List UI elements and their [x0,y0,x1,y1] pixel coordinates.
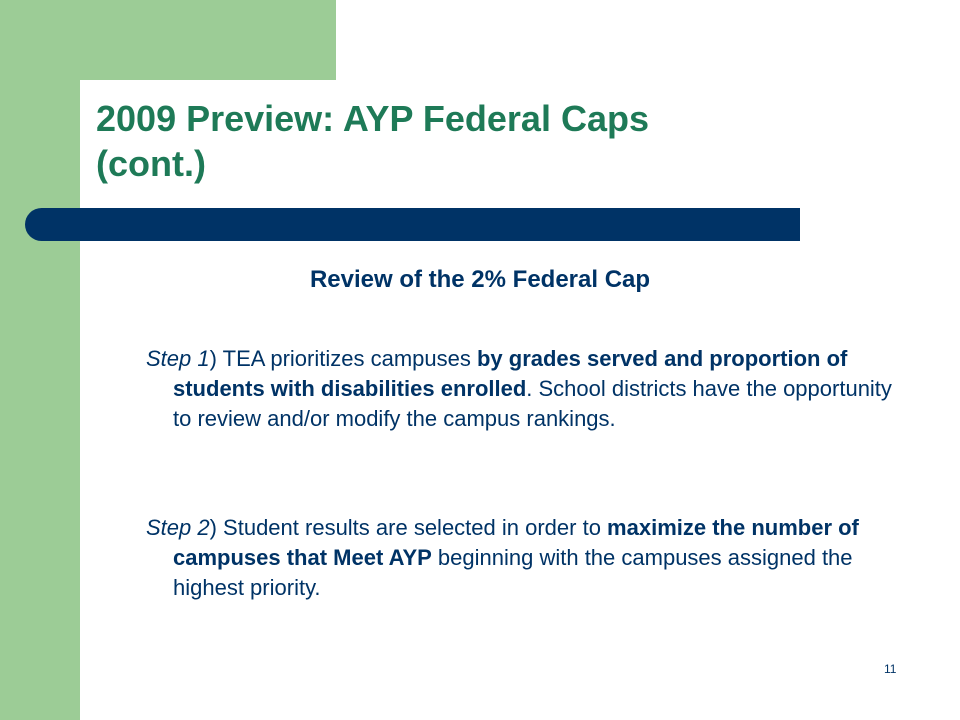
top-green-block [80,0,336,80]
step-2-paragraph [146,513,913,603]
title-divider-bar [25,208,800,241]
step-1-label: Step 1 [146,346,210,371]
step-2-text-a: Student results are selected in order to [216,515,608,540]
left-green-bar [0,0,80,720]
step-2-paren: ) [209,515,217,540]
step-1-paren: ) [209,346,217,371]
step-2-text-b: beginning with the campuses assigned the highest priority. [173,545,853,600]
step-2-bold: maximize the number of campuses that Meet AYP [173,515,859,570]
step-1-bold: by grades served and proportion of students with disabilities enrolled [173,346,848,401]
title-line-1: 2009 Preview: AYP Federal Caps [96,98,649,139]
title-line-2: (cont.) [96,143,206,184]
step-1-text-a: TEA prioritizes campuses [216,346,477,371]
slide-title [96,96,896,186]
page-number: 11 [884,662,897,676]
step-1-text-b: . School districts have the opportunity to review and/or modify the campus rankings. [173,376,892,431]
slide-subtitle: Review of the 2% Federal Cap [309,266,651,293]
step-1-paragraph [146,344,913,434]
step-2-label: Step 2 [146,515,210,540]
